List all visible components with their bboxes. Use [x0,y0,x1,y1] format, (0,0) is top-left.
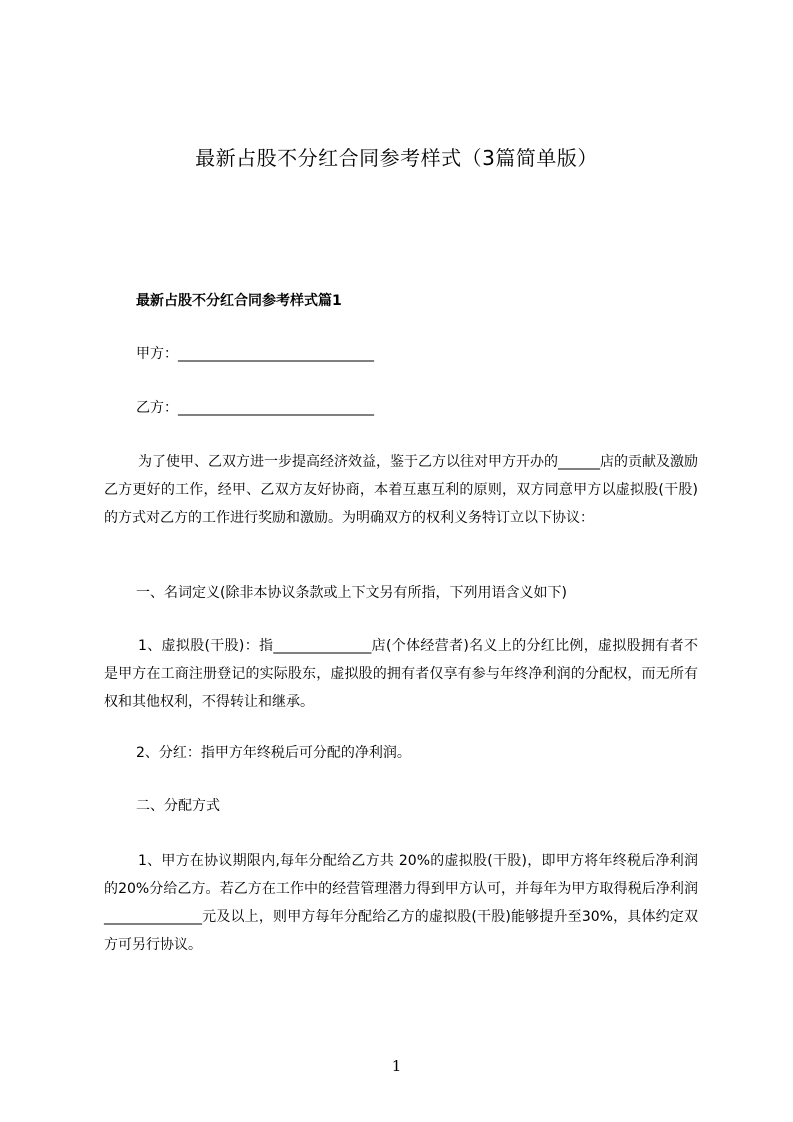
distribution-clause-1: 1、甲方在协议期限内,每年分配给乙方共 20%的虚拟股(干股)，即甲方将年终税后净利润的20%分给乙方。若乙方在工作中的经营管理潜力得到甲方认可，并每年为甲方取得税后净利润______________元及以上，则甲方每年分配给乙方的虚拟股(干股)能够提升至30%，具体约定双方可另行协议。 [104,853,698,953]
article-one-heading: 一、名词定义(除非本协议条款或上下文另有所指，下列用语含义如下) [136,585,567,601]
page-number: 1 [391,1057,402,1075]
definition-virtual-shares: 1、虚拟股(干股)：指______________店(个体经营者)名义上的分红比例，虚拟股拥有者不是甲方在工商注册登记的实际股东，虚拟股的拥有者仅享有参与年终净利润的分配权，而无所有权和其他权利，不得转让和继承。 [104,638,698,710]
party-b-line: 乙方：____________________________ [136,400,374,416]
definition-dividend: 2、分红：指甲方年终税后可分配的净利润。 [136,745,411,761]
intro-paragraph: 为了使甲、乙双方进一步提高经济效益，鉴于乙方以往对甲方开办的______店的贡献及激励乙方更好的工作，经甲、乙双方友好协商，本着互惠互利的原则，双方同意甲方以虚拟股(干股)的方式对乙方的工作进行奖励和激励。为明确双方的权利义务特订立以下协议： [104,454,698,526]
document-title: 最新占股不分红合同参考样式（3篇简单版） [195,146,598,170]
section-heading: 最新占股不分红合同参考样式篇1 [136,293,342,309]
article-two-heading: 二、分配方式 [136,798,220,814]
party-a-line: 甲方：____________________________ [136,346,374,362]
